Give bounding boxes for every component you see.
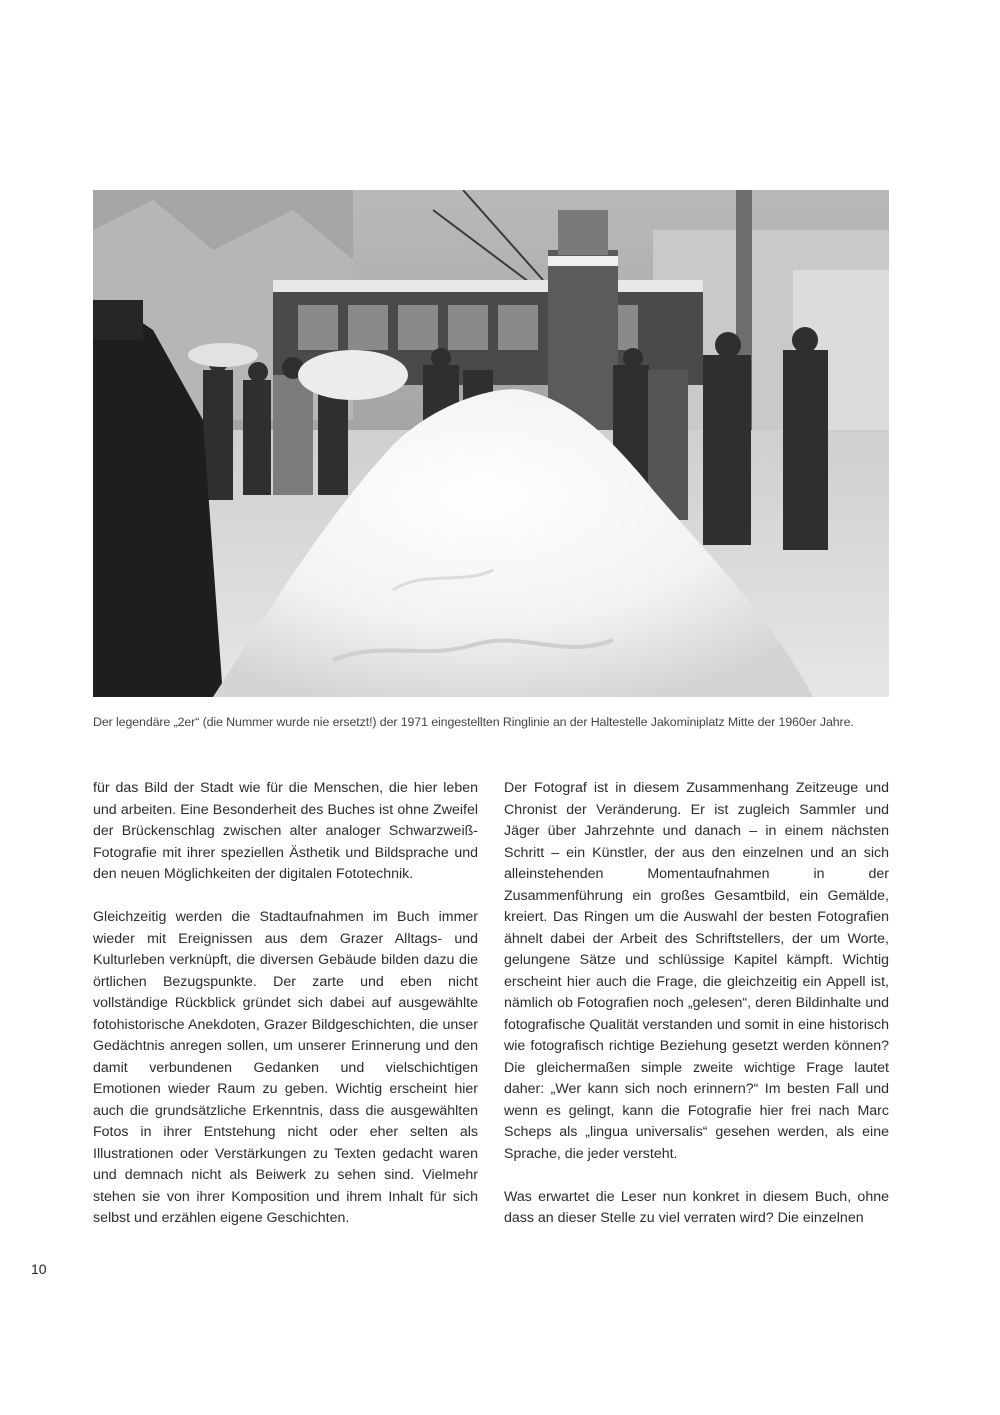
page-number: 10 (31, 1261, 47, 1277)
left-paragraph-1: für das Bild der Stadt wie für die Menschen, die hier leben und arbeiten. Eine Besonderheit des Buches ist ohne Zweifel der Brückenschlag zwischen alter analoger Schwarzweiß-Fotografie mit ihrer speziellen Ästhetik und Bildsprache und den neuen Möglichkeiten der digitalen Fototechnik. (93, 780, 478, 882)
tram-photo-illustration (93, 190, 889, 697)
historic-tram-photo (93, 190, 889, 697)
right-text-column (504, 778, 889, 1230)
left-paragraph-2: Gleichzeitig werden die Stadtaufnahmen im Buch immer wieder mit Ereignissen aus dem Grazer Alltags- und Kulturleben verknüpft, die diversen Gebäude bilden dazu die örtlichen Bezugspunkte. Der zarte und eben nicht vollständige Rückblick gründet sich dabei auf ausgewählte fotohistorische Anekdoten, Grazer Bildgeschichten, die unser Gedächtnis anregen sollen, um unserer Erinnerung und den damit verbundenen Gedanken und vielschichtigen Emotionen wieder Raum zu geben. Wichtig erscheint hier auch die grundsätzliche Erkenntnis, dass die ausgewählten Fotos in ihrer Entstehung nicht oder eher selten als Illustrationen oder Verstärkungen zu Texten gedacht waren und demnach nicht als Beiwerk zu sehen sind. Vielmehr stehen sie von ihrer Komposition und ihrem Inhalt für sich selbst und erzählen eigene Geschichten. (93, 909, 478, 1226)
left-text-column (93, 778, 478, 1230)
right-paragraph-2: Was erwartet die Leser nun konkret in diesem Buch, ohne dass an dieser Stelle zu viel verraten wird? Die einzelnen (504, 1188, 889, 1226)
photo-caption: Der legendäre „2er“ (die Nummer wurde nie ersetzt!) der 1971 eingestellten Ringlinie an der Haltestelle Jakominiplatz Mitte der 1960er Jahre. (93, 715, 854, 729)
right-paragraph-1: Der Fotograf ist in diesem Zusammenhang Zeitzeuge und Chronist der Veränderung. Er ist zugleich Sammler und Jäger über Jahrzehnte und danach – in einem nächsten Schritt – ein Künstler, der aus den einzelnen und an sich alleinstehenden Momentaufnahmen in der Zusammenführung ein großes Gesamtbild, ein Gemälde, kreiert. Das Ringen um die Auswahl der besten Fotografien ähnelt dabei der Arbeit des Schriftstellers, der um Worte, gelungene Sätze und schlüssige Kapitel kämpft. Wichtig erscheint hier auch die Frage, die gleichzeitig ein Appell ist, nämlich ob Fotografien noch „gelesen“, deren Bildinhalte und fotografische Qualität verstanden und somit in eine historisch wie fotografisch richtige Beziehung gesetzt werden können? Die gleichermaßen simple zweite wichtige Frage lautet daher: „Wer kann sich noch erinnern?“ Im besten Fall und wenn es gelingt, kann die Fotografie hier frei nach Marc Scheps als „lingua universalis“ gesehen werden, als eine Sprache, die jeder versteht. (504, 780, 889, 1162)
